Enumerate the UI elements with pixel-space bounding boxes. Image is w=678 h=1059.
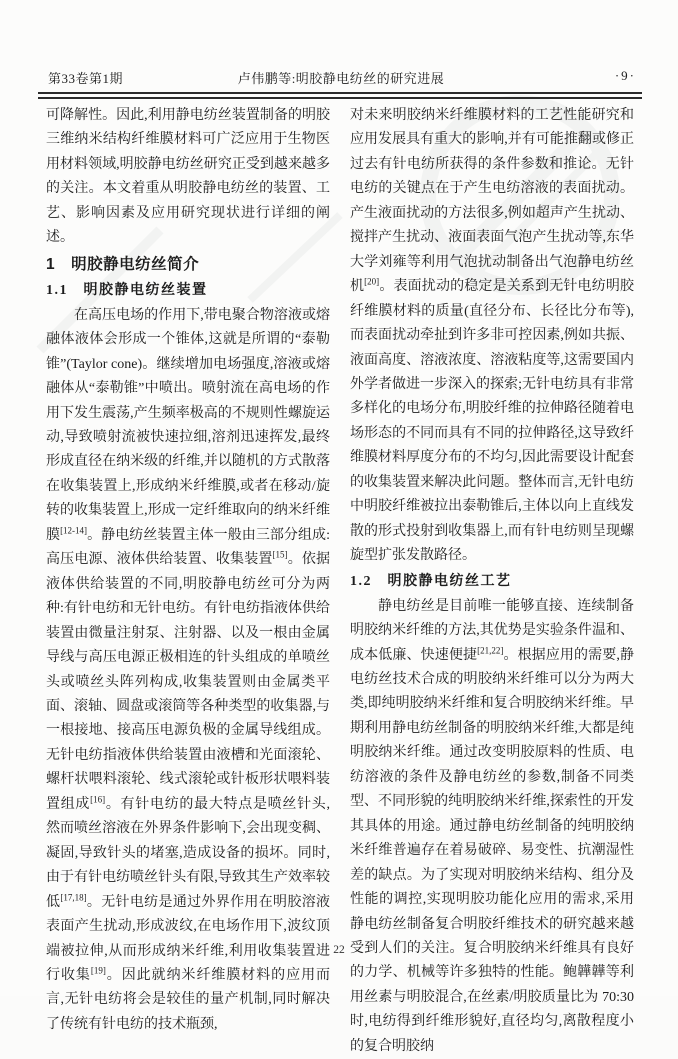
journal-volume-issue: 第33卷第1期 (48, 71, 124, 86)
header-rule-top (38, 92, 642, 94)
reference-superscript: [21,22] (477, 644, 504, 655)
reference-superscript: [19] (90, 965, 106, 976)
page-number-footer: 22 (333, 944, 345, 956)
paragraph: 在高压电场的作用下,带电聚合物溶液或熔融体液体会形成一个锥体,这就是所谓的“泰勒锥”(Taylor cone)。继续增加电场强度,溶液或熔融体从“泰勒锥”中喷出。喷射流在高电场的作用下发生震荡,产生频率极高的不规则性螺旋运动,导致喷射流被快速拉细,溶剂迅速挥发,最终形成直径在纳米级的纤维,并以随机的方式散落在收集装置上,形成纳米纤维膜,或者在移动/旋转的收集装置上,形成一定纤维取向的纳米纤维膜[12-14]。静电纺丝装置主体一般由三部分组成:高压电源、液体供给装置、收集装置[15]。依据液体供给装置的不同,明胶静电纺丝可分为两种:有针电纺和无针电纺。有针电纺指液体供给装置由微量注射泵、注射器、以及一根由金属导线与高压电源正极相连的针头组成的单喷丝头或喷丝头阵列构成,收集装置则由金属类平面、滚轴、圆盘或滚筒等各种类型的收集器,与一根接地、接高压电源负极的金属导线组成。无针电纺指液体供给装置由液槽和光面滚轮、螺杆状喂料滚轮、线式滚轮或针板形状喂料装置组成[16]。有针电纺的最大特点是喷丝针头,然而喷丝溶液在外界条件影响下,会出现变稠、凝固,导致针头的堵塞,造成设备的损坏。同时,由于有针电纺喷丝针头有限,导致其生产效率较低[17,18]。无针电纺是通过外界作用在明胶溶液表面产生扰动,形成波纹,在电场作用下,波纹顶端被拉伸,从而形成纳米纤维,利用收集装置进行收集[19]。因此就纳米纤维膜材料的应用而言,无针电纺将会是较佳的量产机制,同时解决了传统有针电纺的技术瓶颈, (46, 307, 331, 1032)
reference-superscript: [12-14] (60, 525, 88, 536)
reference-superscript: [17,18] (60, 891, 87, 902)
subsection-heading: 1.2 明胶静电纺丝工艺 (350, 573, 512, 589)
reference-superscript: [20] (364, 276, 380, 287)
right-column (350, 104, 634, 1059)
page-number-header: ·9· (614, 68, 636, 83)
two-column-body (46, 104, 634, 1059)
reference-superscript: [15] (272, 549, 288, 560)
header-rule-bottom (38, 97, 642, 99)
running-head (44, 66, 638, 88)
left-column (46, 104, 330, 1059)
section-heading: 1 明胶静电纺丝简介 (46, 255, 200, 273)
paragraph: 可降解性。因此,利用静电纺丝装置制备的明胶三维纳米结构纤维膜材料可广泛应用于生物医用材料领域,明胶静电纺丝研究正受到越来越多的关注。本文着重从明胶静电纺丝的装置、工艺、影响因素及应用研究现状进行详细的阐述。 (46, 108, 330, 246)
paragraph: 对未来明胶纳米纤维膜材料的工艺性能研究和应用发展具有重大的影响,并有可能推翻或修正过去有针电纺所获得的条件参数和推论。无针电纺的关键点在于产生电纺溶液的表面扰动。产生液面扰动的方法很多,例如超声产生扰动、搅拌产生扰动、液面表面气泡产生扰动等,东华大学刘雍等利用气泡扰动制备出气泡静电纺丝机[20]。表面扰动的稳定是关系到无针电纺明胶纤维膜材料的质量(直径分布、长径比分布等),而表面扰动牵扯到许多非可控因素,例如共振、液面高度、溶液浓度、溶液粘度等,这需要国内外学者做进一步深入的探索;无针电纺具有非常多样化的电场分布,明胶纤维的拉伸路径随着电场形态的不同而具有不同的拉伸路径,这导致纤维膜材料厚度分布的不均匀,因此需要设计配套的收集装置来解决此问题。整体而言,无针电纺中明胶纤维被拉出泰勒锥后,主体以向上直线发散的形式投射到收集器上,而有针电纺则呈现螺旋型扩张发散路径。 (350, 108, 635, 564)
reference-superscript: [16] (90, 794, 106, 805)
paragraph: 静电纺丝是目前唯一能够直接、连续制备明胶纳米纤维的方法,其优势是实验条件温和、成本低廉、快速便捷[21,22]。根据应用的需要,静电纺丝技术合成的明胶纳米纤维可以分为两大类,即纯明胶纳米纤维和复合明胶纳米纤维。早期利用静电纺丝制备的明胶纳米纤维,大都是纯明胶纳米纤维。通过改变明胶原料的性质、电纺溶液的条件及静电纺丝的参数,制备不同类型、不同形貌的纯明胶纳米纤维,探索性的开发其具体的用途。通过静电纺丝制备的纯明胶纳米纤维普遍存在着易破碎、易变性、抗潮湿性差的缺点。为了实现对明胶纳米结构、组分及性能的调控,实现明胶功能化应用的需求,采用静电纺丝制备复合明胶纤维技术的研究越来越受到人们的关注。复合明胶纳米纤维具有良好的力学、机械等许多独特的性能。鲍韡韡等利用丝素与明胶混合,在丝素/明胶质量比为 70:30 时,电纺得到纤维形貌好,直径均匀,离散程度小的复合明胶纳 (350, 598, 635, 1054)
running-title: 卢伟鹏等:明胶静电纺丝的研究进展 (237, 71, 445, 86)
subsection-heading: 1.1 明胶静电纺丝装置 (46, 282, 208, 298)
